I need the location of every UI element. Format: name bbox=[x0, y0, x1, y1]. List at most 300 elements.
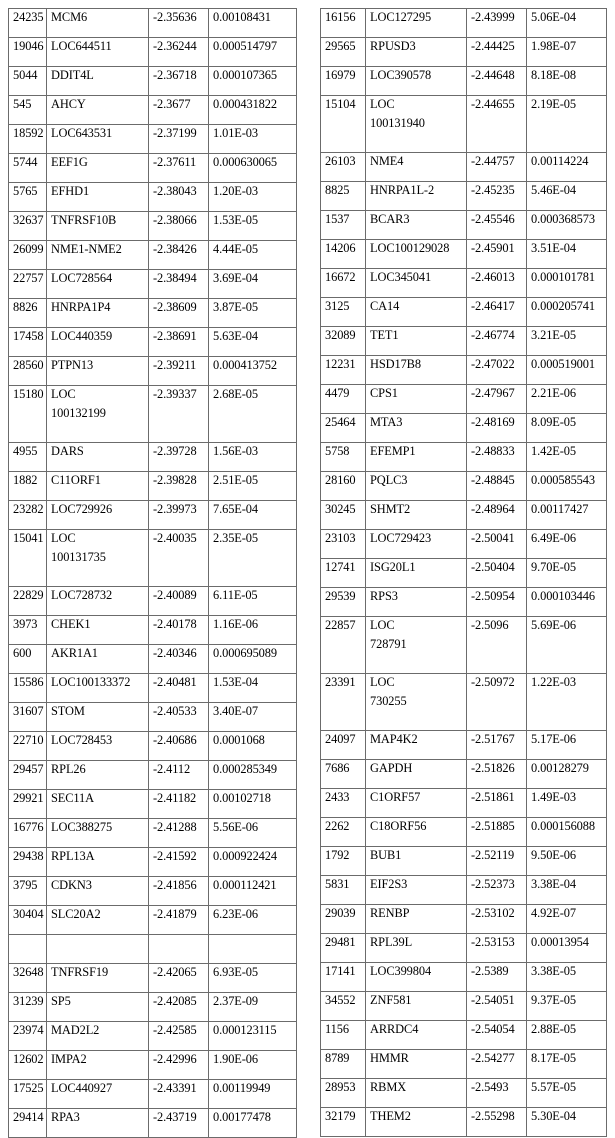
cell-probe-id: 5765 bbox=[9, 183, 47, 212]
table-row bbox=[9, 212, 297, 241]
cell-gene-symbol bbox=[366, 356, 467, 385]
cell-gene-symbol bbox=[47, 1109, 149, 1138]
table-row bbox=[321, 96, 607, 153]
gene-symbol-line: LOC bbox=[370, 97, 395, 111]
table-row bbox=[9, 877, 297, 906]
cell-probe-id: 23974 bbox=[9, 1022, 47, 1051]
table-row bbox=[321, 588, 607, 617]
cell-statistic: -2.39337 bbox=[149, 386, 209, 443]
cell-gene-symbol bbox=[366, 327, 467, 356]
cell-statistic: -2.42085 bbox=[149, 993, 209, 1022]
cell-probe-id: 8789 bbox=[321, 1050, 366, 1079]
cell-p-value: 0.000103446 bbox=[527, 588, 607, 617]
table-row bbox=[321, 443, 607, 472]
cell-statistic: -2.46417 bbox=[467, 298, 527, 327]
cell-gene-symbol bbox=[47, 587, 149, 616]
cell-p-value: 8.18E-08 bbox=[527, 67, 607, 96]
gene-symbol-line: LOC bbox=[370, 675, 395, 689]
cell-gene-symbol bbox=[47, 761, 149, 790]
cell-gene-symbol bbox=[366, 298, 467, 327]
cell-probe-id: 29921 bbox=[9, 790, 47, 819]
table-row bbox=[321, 472, 607, 501]
table-row bbox=[321, 876, 607, 905]
cell-p-value: 3.38E-04 bbox=[527, 876, 607, 905]
cell-p-value: 1.56E-03 bbox=[209, 443, 297, 472]
cell-probe-id: 23391 bbox=[321, 674, 366, 731]
gene-symbol-line: LOC390578 bbox=[370, 68, 432, 82]
cell-p-value: 0.000413752 bbox=[209, 357, 297, 386]
gene-symbol-line: LOC345041 bbox=[370, 270, 432, 284]
gene-symbol-line: EEF1G bbox=[51, 155, 88, 169]
gene-data-table-left bbox=[8, 8, 297, 1138]
cell-gene-symbol bbox=[366, 530, 467, 559]
cell-statistic: -2.44425 bbox=[467, 38, 527, 67]
gene-symbol-line: LOC728732 bbox=[51, 588, 113, 602]
table-row bbox=[9, 1109, 297, 1138]
gene-symbol-line: HSD17B8 bbox=[370, 357, 421, 371]
cell-p-value: 0.000514797 bbox=[209, 38, 297, 67]
table-row bbox=[321, 501, 607, 530]
gene-symbol-line: CDKN3 bbox=[51, 878, 92, 892]
gene-symbol-line: LOC100129028 bbox=[370, 241, 450, 255]
table-row bbox=[9, 154, 297, 183]
gene-symbol-line: CPS1 bbox=[370, 386, 398, 400]
left-table-body bbox=[9, 9, 297, 1138]
cell-p-value: 2.51E-05 bbox=[209, 472, 297, 501]
cell-gene-symbol bbox=[47, 386, 149, 443]
cell-statistic: -2.38609 bbox=[149, 299, 209, 328]
gene-symbol-line: LOC388275 bbox=[51, 820, 113, 834]
cell-gene-symbol bbox=[47, 1051, 149, 1080]
table-row bbox=[9, 906, 297, 935]
gene-symbol-line: NME1-NME2 bbox=[51, 242, 122, 256]
cell-statistic: -2.39828 bbox=[149, 472, 209, 501]
gene-symbol-line: DDIT4L bbox=[51, 68, 94, 82]
cell-p-value: 3.40E-07 bbox=[209, 703, 297, 732]
gene-symbol-line: RPS3 bbox=[370, 589, 398, 603]
table-row bbox=[321, 760, 607, 789]
cell-statistic: -2.38043 bbox=[149, 183, 209, 212]
gene-symbol-line: HNRPA1P4 bbox=[51, 300, 111, 314]
cell-probe-id: 5758 bbox=[321, 443, 366, 472]
cell-probe-id: 16776 bbox=[9, 819, 47, 848]
cell-p-value: 1.20E-03 bbox=[209, 183, 297, 212]
cell-p-value: 0.00128279 bbox=[527, 760, 607, 789]
gene-symbol-line: C18ORF56 bbox=[370, 819, 427, 833]
cell-p-value: 6.11E-05 bbox=[209, 587, 297, 616]
cell-probe-id: 5744 bbox=[9, 154, 47, 183]
gene-symbol-line: AHCY bbox=[51, 97, 86, 111]
cell-p-value: 0.000368573 bbox=[527, 211, 607, 240]
cell-gene-symbol bbox=[47, 732, 149, 761]
table-row bbox=[321, 414, 607, 443]
cell-gene-symbol bbox=[366, 934, 467, 963]
cell-probe-id: 24097 bbox=[321, 731, 366, 760]
cell-probe-id: 17458 bbox=[9, 328, 47, 357]
cell-statistic: -2.41182 bbox=[149, 790, 209, 819]
table-row bbox=[321, 992, 607, 1021]
gene-symbol-line: RPA3 bbox=[51, 1110, 80, 1124]
gene-symbol-line: HNRPA1L-2 bbox=[370, 183, 435, 197]
gene-symbol-line: RENBP bbox=[370, 906, 410, 920]
table-row bbox=[9, 645, 297, 674]
cell-statistic: -2.50972 bbox=[467, 674, 527, 731]
table-row bbox=[321, 818, 607, 847]
cell-p-value: 2.37E-09 bbox=[209, 993, 297, 1022]
cell-probe-id: 12602 bbox=[9, 1051, 47, 1080]
cell-gene-symbol bbox=[366, 1021, 467, 1050]
cell-statistic: -2.44757 bbox=[467, 153, 527, 182]
cell-statistic: -2.47967 bbox=[467, 385, 527, 414]
cell-gene-symbol bbox=[366, 414, 467, 443]
cell-gene-symbol bbox=[47, 357, 149, 386]
table-row bbox=[9, 993, 297, 1022]
cell-probe-id: 19046 bbox=[9, 38, 47, 67]
cell-probe-id: 15041 bbox=[9, 530, 47, 587]
table-row bbox=[9, 125, 297, 154]
cell-gene-symbol bbox=[366, 963, 467, 992]
cell-p-value: 0.00119949 bbox=[209, 1080, 297, 1109]
gene-data-table-right bbox=[320, 8, 607, 1137]
gene-symbol-line: RPUSD3 bbox=[370, 39, 416, 53]
cell-gene-symbol bbox=[366, 559, 467, 588]
table-row bbox=[321, 905, 607, 934]
cell-p-value: 3.87E-05 bbox=[209, 299, 297, 328]
cell-gene-symbol bbox=[366, 789, 467, 818]
cell-gene-symbol bbox=[366, 9, 467, 38]
gene-symbol-line: THEM2 bbox=[370, 1109, 411, 1123]
gene-symbol-line: BUB1 bbox=[370, 848, 402, 862]
cell-gene-symbol bbox=[47, 1022, 149, 1051]
cell-p-value: 0.000101781 bbox=[527, 269, 607, 298]
table-row bbox=[321, 1050, 607, 1079]
gene-symbol-line: LOC127295 bbox=[370, 10, 432, 24]
table-row bbox=[9, 587, 297, 616]
right-table-container bbox=[320, 8, 606, 1137]
cell-statistic: -2.5096 bbox=[467, 617, 527, 674]
cell-probe-id: 17525 bbox=[9, 1080, 47, 1109]
cell-p-value: 4.44E-05 bbox=[209, 241, 297, 270]
cell-statistic: -2.48964 bbox=[467, 501, 527, 530]
table-row bbox=[321, 153, 607, 182]
table-row bbox=[9, 964, 297, 993]
cell-p-value: 3.69E-04 bbox=[209, 270, 297, 299]
cell-statistic: -2.39211 bbox=[149, 357, 209, 386]
cell-statistic: -2.41879 bbox=[149, 906, 209, 935]
cell-gene-symbol bbox=[366, 443, 467, 472]
table-row bbox=[321, 327, 607, 356]
table-row bbox=[9, 38, 297, 67]
cell-statistic: -2.54054 bbox=[467, 1021, 527, 1050]
gene-symbol-line: SLC20A2 bbox=[51, 907, 101, 921]
cell-gene-symbol bbox=[47, 154, 149, 183]
gene-symbol-line: LOC643531 bbox=[51, 126, 113, 140]
cell-p-value: 0.000123115 bbox=[209, 1022, 297, 1051]
table-row bbox=[321, 298, 607, 327]
cell-gene-symbol bbox=[366, 38, 467, 67]
cell-statistic: -2.40178 bbox=[149, 616, 209, 645]
cell-p-value: 2.68E-05 bbox=[209, 386, 297, 443]
cell-gene-symbol bbox=[366, 67, 467, 96]
table-row bbox=[321, 731, 607, 760]
cell-probe-id: 30404 bbox=[9, 906, 47, 935]
table-row-blank bbox=[9, 935, 297, 964]
cell-p-value: 0.000156088 bbox=[527, 818, 607, 847]
cell-probe-id: 23103 bbox=[321, 530, 366, 559]
table-row bbox=[321, 1108, 607, 1137]
table-row bbox=[321, 1079, 607, 1108]
cell-gene-symbol bbox=[47, 299, 149, 328]
cell-probe-id: 29457 bbox=[9, 761, 47, 790]
cell-p-value: 5.63E-04 bbox=[209, 328, 297, 357]
cell-gene-symbol bbox=[366, 674, 467, 731]
cell-statistic: -2.36718 bbox=[149, 67, 209, 96]
cell-statistic bbox=[149, 935, 209, 964]
table-row bbox=[9, 703, 297, 732]
cell-statistic: -2.40089 bbox=[149, 587, 209, 616]
cell-statistic: -2.42585 bbox=[149, 1022, 209, 1051]
cell-gene-symbol bbox=[47, 703, 149, 732]
table-row bbox=[9, 1080, 297, 1109]
cell-statistic: -2.43391 bbox=[149, 1080, 209, 1109]
cell-gene-symbol bbox=[47, 125, 149, 154]
table-row bbox=[9, 386, 297, 443]
cell-p-value: 8.17E-05 bbox=[527, 1050, 607, 1079]
cell-probe-id: 22710 bbox=[9, 732, 47, 761]
cell-p-value: 0.0001068 bbox=[209, 732, 297, 761]
cell-statistic: -2.52119 bbox=[467, 847, 527, 876]
cell-p-value: 2.88E-05 bbox=[527, 1021, 607, 1050]
gene-symbol-line: DARS bbox=[51, 444, 84, 458]
cell-probe-id: 31239 bbox=[9, 993, 47, 1022]
gene-symbol-line: MAP4K2 bbox=[370, 732, 418, 746]
cell-p-value: 0.000630065 bbox=[209, 154, 297, 183]
cell-probe-id: 29414 bbox=[9, 1109, 47, 1138]
cell-probe-id: 8826 bbox=[9, 299, 47, 328]
table-row bbox=[321, 38, 607, 67]
cell-probe-id: 18592 bbox=[9, 125, 47, 154]
gene-symbol-line: 100131940 bbox=[370, 115, 425, 130]
table-row bbox=[9, 732, 297, 761]
cell-statistic: -2.48169 bbox=[467, 414, 527, 443]
cell-p-value: 0.000519001 bbox=[527, 356, 607, 385]
cell-probe-id: 29039 bbox=[321, 905, 366, 934]
cell-statistic: -2.45235 bbox=[467, 182, 527, 211]
cell-probe-id: 8825 bbox=[321, 182, 366, 211]
cell-probe-id: 3125 bbox=[321, 298, 366, 327]
cell-p-value: 0.00117427 bbox=[527, 501, 607, 530]
cell-probe-id: 24235 bbox=[9, 9, 47, 38]
gene-symbol-line: 100131735 bbox=[51, 549, 106, 564]
cell-p-value: 6.23E-06 bbox=[209, 906, 297, 935]
cell-statistic: -2.52373 bbox=[467, 876, 527, 905]
cell-gene-symbol bbox=[47, 993, 149, 1022]
cell-probe-id: 22757 bbox=[9, 270, 47, 299]
cell-p-value: 5.46E-04 bbox=[527, 182, 607, 211]
cell-p-value: 1.22E-03 bbox=[527, 674, 607, 731]
cell-probe-id: 34552 bbox=[321, 992, 366, 1021]
cell-p-value: 0.000285349 bbox=[209, 761, 297, 790]
gene-symbol-line: MAD2L2 bbox=[51, 1023, 100, 1037]
cell-probe-id: 32637 bbox=[9, 212, 47, 241]
cell-probe-id: 5044 bbox=[9, 67, 47, 96]
cell-gene-symbol bbox=[47, 38, 149, 67]
cell-p-value: 1.01E-03 bbox=[209, 125, 297, 154]
cell-gene-symbol bbox=[366, 472, 467, 501]
cell-p-value: 0.00177478 bbox=[209, 1109, 297, 1138]
cell-statistic: -2.51861 bbox=[467, 789, 527, 818]
cell-probe-id: 26099 bbox=[9, 241, 47, 270]
gene-symbol-line: CHEK1 bbox=[51, 617, 91, 631]
cell-probe-id: 4955 bbox=[9, 443, 47, 472]
table-row bbox=[321, 963, 607, 992]
cell-probe-id: 22857 bbox=[321, 617, 366, 674]
cell-gene-symbol bbox=[366, 1079, 467, 1108]
cell-statistic: -2.55298 bbox=[467, 1108, 527, 1137]
cell-statistic: -2.38066 bbox=[149, 212, 209, 241]
cell-statistic: -2.45546 bbox=[467, 211, 527, 240]
cell-gene-symbol bbox=[366, 501, 467, 530]
gene-symbol-line: LOC bbox=[370, 618, 395, 632]
table-row bbox=[9, 819, 297, 848]
cell-probe-id: 16979 bbox=[321, 67, 366, 96]
cell-gene-symbol bbox=[366, 1050, 467, 1079]
gene-symbol-line: BCAR3 bbox=[370, 212, 410, 226]
table-row bbox=[9, 1022, 297, 1051]
cell-gene-symbol bbox=[47, 9, 149, 38]
gene-symbol-line: 100132199 bbox=[51, 405, 106, 420]
cell-probe-id: 17141 bbox=[321, 963, 366, 992]
cell-p-value: 4.92E-07 bbox=[527, 905, 607, 934]
table-row bbox=[9, 270, 297, 299]
cell-gene-symbol bbox=[366, 818, 467, 847]
cell-statistic: -2.50404 bbox=[467, 559, 527, 588]
table-row bbox=[321, 1021, 607, 1050]
cell-p-value: 5.06E-04 bbox=[527, 9, 607, 38]
cell-gene-symbol bbox=[47, 877, 149, 906]
cell-statistic: -2.53153 bbox=[467, 934, 527, 963]
cell-gene-symbol bbox=[47, 645, 149, 674]
table-row bbox=[9, 790, 297, 819]
gene-symbol-line: LOC bbox=[51, 531, 76, 545]
right-table-body bbox=[321, 9, 607, 1137]
cell-gene-symbol bbox=[366, 182, 467, 211]
cell-probe-id: 28160 bbox=[321, 472, 366, 501]
table-row bbox=[9, 1051, 297, 1080]
cell-gene-symbol bbox=[366, 731, 467, 760]
gene-symbol-line: 730255 bbox=[370, 693, 407, 708]
cell-p-value: 2.21E-06 bbox=[527, 385, 607, 414]
gene-symbol-line: IMPA2 bbox=[51, 1052, 87, 1066]
cell-probe-id: 3973 bbox=[9, 616, 47, 645]
cell-probe-id: 1156 bbox=[321, 1021, 366, 1050]
gene-symbol-line: SP5 bbox=[51, 994, 71, 1008]
cell-gene-symbol bbox=[47, 67, 149, 96]
cell-statistic: -2.51826 bbox=[467, 760, 527, 789]
cell-statistic: -2.44655 bbox=[467, 96, 527, 153]
cell-statistic: -2.54277 bbox=[467, 1050, 527, 1079]
gene-symbol-line: EFEMP1 bbox=[370, 444, 416, 458]
table-row bbox=[9, 183, 297, 212]
table-row bbox=[9, 96, 297, 125]
cell-probe-id: 7686 bbox=[321, 760, 366, 789]
cell-p-value: 1.53E-05 bbox=[209, 212, 297, 241]
cell-gene-symbol bbox=[47, 472, 149, 501]
table-row bbox=[9, 67, 297, 96]
cell-probe-id: 28953 bbox=[321, 1079, 366, 1108]
gene-symbol-line: RPL39L bbox=[370, 935, 413, 949]
gene-symbol-line: RPL26 bbox=[51, 762, 86, 776]
cell-probe-id: 1792 bbox=[321, 847, 366, 876]
cell-statistic: -2.43999 bbox=[467, 9, 527, 38]
cell-statistic: -2.38494 bbox=[149, 270, 209, 299]
cell-statistic: -2.48845 bbox=[467, 472, 527, 501]
cell-statistic: -2.40035 bbox=[149, 530, 209, 587]
cell-probe-id: 14206 bbox=[321, 240, 366, 269]
cell-probe-id: 15180 bbox=[9, 386, 47, 443]
gene-symbol-line: RBMX bbox=[370, 1080, 407, 1094]
cell-statistic: -2.47022 bbox=[467, 356, 527, 385]
gene-symbol-line: LOC729423 bbox=[370, 531, 432, 545]
cell-p-value bbox=[209, 935, 297, 964]
table-row bbox=[9, 530, 297, 587]
table-row bbox=[321, 9, 607, 38]
cell-probe-id: 32648 bbox=[9, 964, 47, 993]
table-row bbox=[321, 211, 607, 240]
cell-probe-id: 15586 bbox=[9, 674, 47, 703]
cell-statistic: -2.5493 bbox=[467, 1079, 527, 1108]
gene-symbol-line: ZNF581 bbox=[370, 993, 412, 1007]
cell-probe-id bbox=[9, 935, 47, 964]
cell-gene-symbol bbox=[366, 588, 467, 617]
cell-gene-symbol bbox=[47, 501, 149, 530]
cell-p-value: 5.56E-06 bbox=[209, 819, 297, 848]
gene-symbol-line: MTA3 bbox=[370, 415, 403, 429]
table-row bbox=[9, 9, 297, 38]
cell-gene-symbol bbox=[47, 674, 149, 703]
cell-p-value: 5.30E-04 bbox=[527, 1108, 607, 1137]
cell-p-value: 6.49E-06 bbox=[527, 530, 607, 559]
table-row bbox=[321, 269, 607, 298]
cell-gene-symbol bbox=[47, 530, 149, 587]
cell-p-value: 0.000695089 bbox=[209, 645, 297, 674]
cell-statistic: -2.53102 bbox=[467, 905, 527, 934]
cell-statistic: -2.41592 bbox=[149, 848, 209, 877]
cell-gene-symbol bbox=[366, 992, 467, 1021]
cell-probe-id: 2262 bbox=[321, 818, 366, 847]
cell-probe-id: 29539 bbox=[321, 588, 366, 617]
cell-p-value: 2.19E-05 bbox=[527, 96, 607, 153]
cell-probe-id: 29565 bbox=[321, 38, 366, 67]
table-row bbox=[321, 934, 607, 963]
gene-symbol-line: PTPN13 bbox=[51, 358, 94, 372]
cell-p-value: 9.37E-05 bbox=[527, 992, 607, 1021]
table-row bbox=[321, 617, 607, 674]
cell-statistic: -2.41856 bbox=[149, 877, 209, 906]
cell-statistic: -2.37199 bbox=[149, 125, 209, 154]
cell-p-value: 1.16E-06 bbox=[209, 616, 297, 645]
cell-statistic: -2.54051 bbox=[467, 992, 527, 1021]
table-row bbox=[321, 674, 607, 731]
table-row bbox=[321, 67, 607, 96]
cell-p-value: 1.49E-03 bbox=[527, 789, 607, 818]
cell-p-value: 0.000112421 bbox=[209, 877, 297, 906]
cell-statistic: -2.44648 bbox=[467, 67, 527, 96]
cell-p-value: 1.90E-06 bbox=[209, 1051, 297, 1080]
cell-gene-symbol bbox=[47, 935, 149, 964]
table-row bbox=[321, 789, 607, 818]
table-row bbox=[9, 616, 297, 645]
